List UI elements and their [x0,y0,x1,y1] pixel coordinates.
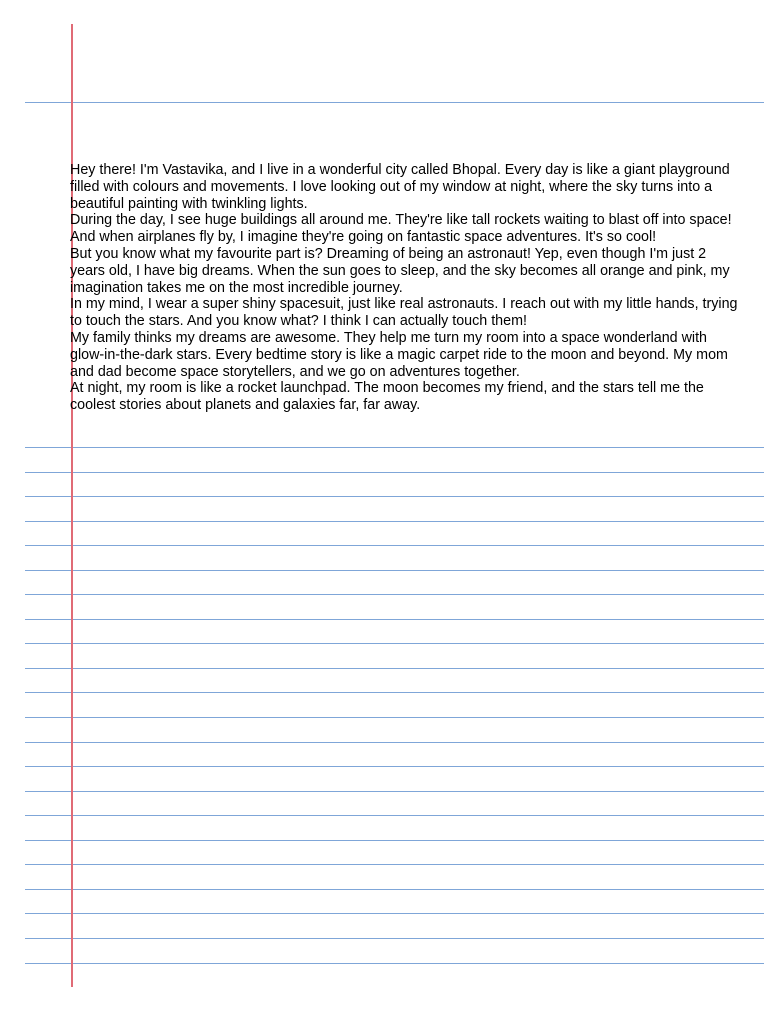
paragraph: During the day, I see huge buildings all around me. They're like tall rockets waiting to blast off into space! And when airplanes fly by, I imagine they're going on fantastic space adventures. It's so cool! [70,212,732,246]
ruled-line [25,668,764,669]
ruled-line [25,521,764,522]
ruled-line [25,717,764,718]
paragraph: My family thinks my dreams are awesome. They help me turn my room into a space wonderland with glow-in-the-dark stars. Every bedtime story is like a magic carpet ride to the moon and beyond. My mom and dad become space storytellers, and we go on adventures together. [70,329,728,380]
ruled-line [25,963,764,964]
paragraph: But you know what my favourite part is? Dreaming of being an astronaut! Yep, even though I'm just 2 years old, I have big dreams. When the sun goes to sleep, and the sky becomes all orange and pink, my imagination takes me on the most incredible journey. [70,245,730,296]
ruled-line [25,766,764,767]
ruled-line [25,938,764,939]
ruled-line [25,864,764,865]
ruled-line [25,815,764,816]
ruled-line [25,889,764,890]
ruled-line [25,840,764,841]
ruled-line [25,791,764,792]
story-text [70,162,742,414]
paragraph: Hey there! I'm Vastavika, and I live in a wonderful city called Bhopal. Every day is like a giant playground filled with colours and movements. I love looking out of my window at night, where the sky turns into a beautiful painting with twinkling lights. [70,162,730,212]
ruled-line [25,692,764,693]
paragraph: At night, my room is like a rocket launchpad. The moon becomes my friend, and the stars tell me the coolest stories about planets and galaxies far, far away. [70,380,704,414]
ruled-line [25,496,764,497]
ruled-line [25,570,764,571]
ruled-line [25,913,764,914]
ruled-line [25,472,764,473]
ruled-line [25,545,764,546]
ruled-line [25,619,764,620]
ruled-line [25,447,764,448]
ruled-line [25,594,764,595]
paragraph: In my mind, I wear a super shiny spacesuit, just like real astronauts. I reach out with my little hands, trying to touch the stars. And you know what? I think I can actually touch them! [70,296,738,330]
ruled-line [25,643,764,644]
ruled-line [25,742,764,743]
ruled-line [25,102,764,103]
